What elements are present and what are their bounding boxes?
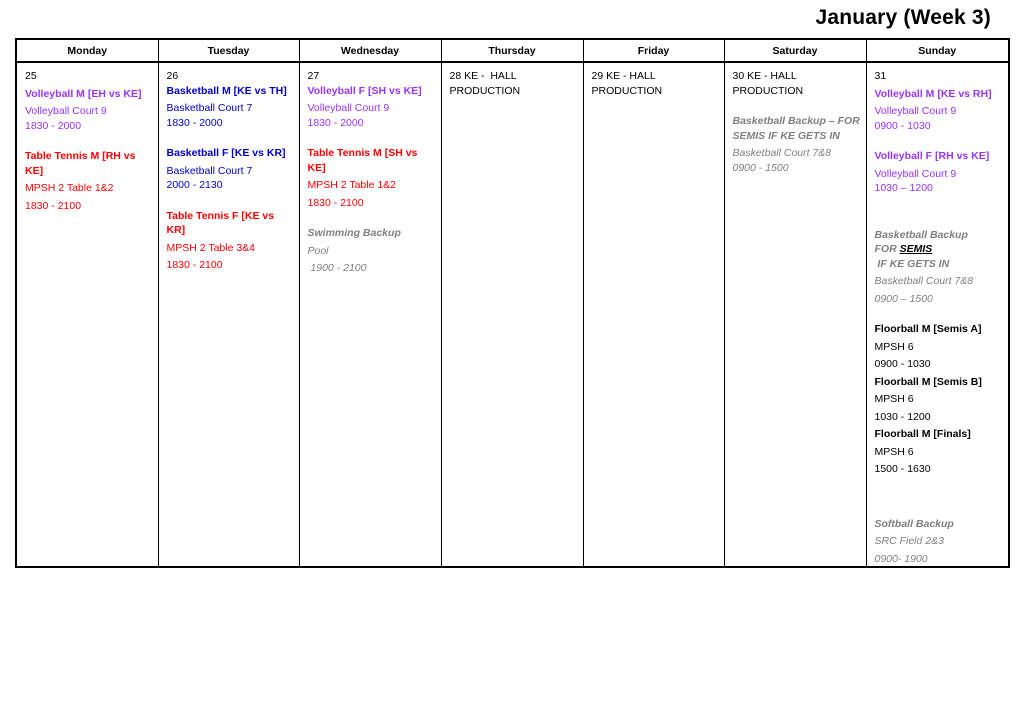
event-title: Table Tennis F [KE vs KR]: [166, 209, 275, 236]
event-time: 1830 - 2000: [25, 119, 82, 132]
day-cell-monday: [16, 62, 158, 567]
event-venue: Basketball Court 7&8: [732, 147, 832, 159]
event-time: 1830 - 2100: [25, 199, 82, 212]
event-venue: Volleyball Court 9: [874, 167, 957, 180]
event-time: 1830 - 2000: [307, 116, 364, 129]
day-cell-thursday: [441, 62, 583, 567]
date-label: 31: [874, 70, 887, 82]
event-title: Softball Backup: [874, 517, 954, 530]
event-venue: Volleyball Court 9: [307, 102, 390, 114]
event-title: Volleyball M [EH vs KE]: [25, 87, 142, 100]
event-venue: MPSH 2 Table 1&2: [307, 179, 397, 191]
event-venue: Basketball Court 7: [166, 164, 253, 177]
day-header-wednesday: Wednesday: [299, 39, 441, 62]
event-title: Volleyball F [RH vs KE]: [874, 150, 990, 162]
day-header-thursday: Thursday: [441, 39, 583, 62]
day-cell-saturday: [724, 62, 866, 567]
event-time: 1500 - 1630: [874, 463, 931, 475]
event-time: 1030 – 1200: [874, 182, 933, 194]
day-header-friday: Friday: [583, 39, 724, 62]
event-venue: MPSH 2 Table 3&4: [166, 241, 256, 254]
day-cell-friday: [583, 62, 724, 567]
date-label: 26: [166, 70, 179, 82]
event-venue: Pool: [307, 244, 329, 257]
event-venue: MPSH 6: [874, 340, 914, 353]
event-title: Table Tennis M [RH vs KE]: [25, 150, 136, 177]
event-note-semis: SEMIS: [899, 243, 933, 255]
event-venue: MPSH 6: [874, 393, 914, 405]
event-title: Basketball F [KE vs KR]: [166, 147, 286, 159]
event-time: 1900 - 2100: [307, 262, 367, 274]
event-time: 1830 - 2100: [166, 259, 223, 271]
day-cell-wednesday: [299, 62, 441, 567]
day-cell-tuesday: [158, 62, 299, 567]
event-title: Floorball M [Finals]: [874, 428, 971, 440]
event-time: 0900- 1900: [874, 552, 928, 565]
date-label: 25: [25, 70, 37, 82]
event-time: 2000 - 2130: [166, 179, 223, 191]
event-note-suffix: IF KE GETS IN: [874, 257, 950, 270]
weekly-schedule-table: [15, 38, 1010, 568]
event-title: Volleyball F [SH vs KE]: [307, 84, 422, 97]
event-time: 0900 – 1500: [874, 292, 933, 305]
event-venue: Volleyball Court 9: [874, 105, 957, 117]
day-cells-row: [16, 62, 1009, 567]
event-venue: MPSH 6: [874, 445, 914, 458]
event-time: 1830 - 2100: [307, 196, 364, 209]
day-header-row: [16, 39, 1009, 62]
day-header-sunday: Sunday: [866, 39, 1009, 62]
day-cell-sunday: [866, 62, 1009, 567]
event-note: [875, 242, 1004, 271]
event-title: Table Tennis M [SH vs KE]: [307, 147, 418, 174]
event-time: 0900 - 1500: [732, 161, 789, 174]
event-time: 1030 - 1200: [874, 410, 931, 423]
event-time: 0900 - 1030: [874, 119, 931, 132]
event-title: Floorball M [Semis A]: [874, 323, 982, 335]
day-note: 28 KE - HALL PRODUCTION: [449, 70, 521, 97]
event-title: Floorball M [Semis B]: [874, 375, 982, 388]
page-title: January (Week 3): [815, 6, 991, 29]
date-label: 27: [307, 70, 320, 82]
event-title: Swimming Backup: [307, 227, 401, 239]
event-venue: Basketball Court 7: [166, 102, 253, 114]
day-note: 30 KE - HALL PRODUCTION: [732, 70, 804, 97]
event-title: Basketball Backup: [874, 228, 968, 241]
event-venue: Basketball Court 7&8: [874, 275, 974, 287]
event-venue: Volleyball Court 9: [25, 105, 107, 117]
event-time: 1830 - 2000: [166, 116, 223, 129]
event-title: Basketball Backup – FOR SEMIS IF KE GETS IN: [732, 115, 860, 142]
day-header-monday: Monday: [16, 39, 158, 62]
day-header-tuesday: Tuesday: [158, 39, 299, 62]
event-title: Basketball M [KE vs TH]: [166, 84, 287, 97]
day-note: 29 KE - HALL PRODUCTION: [591, 70, 663, 97]
event-venue: MPSH 2 Table 1&2: [25, 182, 114, 194]
event-title: Volleyball M [KE vs RH]: [874, 87, 992, 100]
event-time: 0900 - 1030: [874, 358, 931, 370]
event-note-prefix: FOR: [874, 243, 900, 255]
day-header-saturday: Saturday: [724, 39, 866, 62]
event-venue: SRC Field 2&3: [874, 535, 944, 547]
